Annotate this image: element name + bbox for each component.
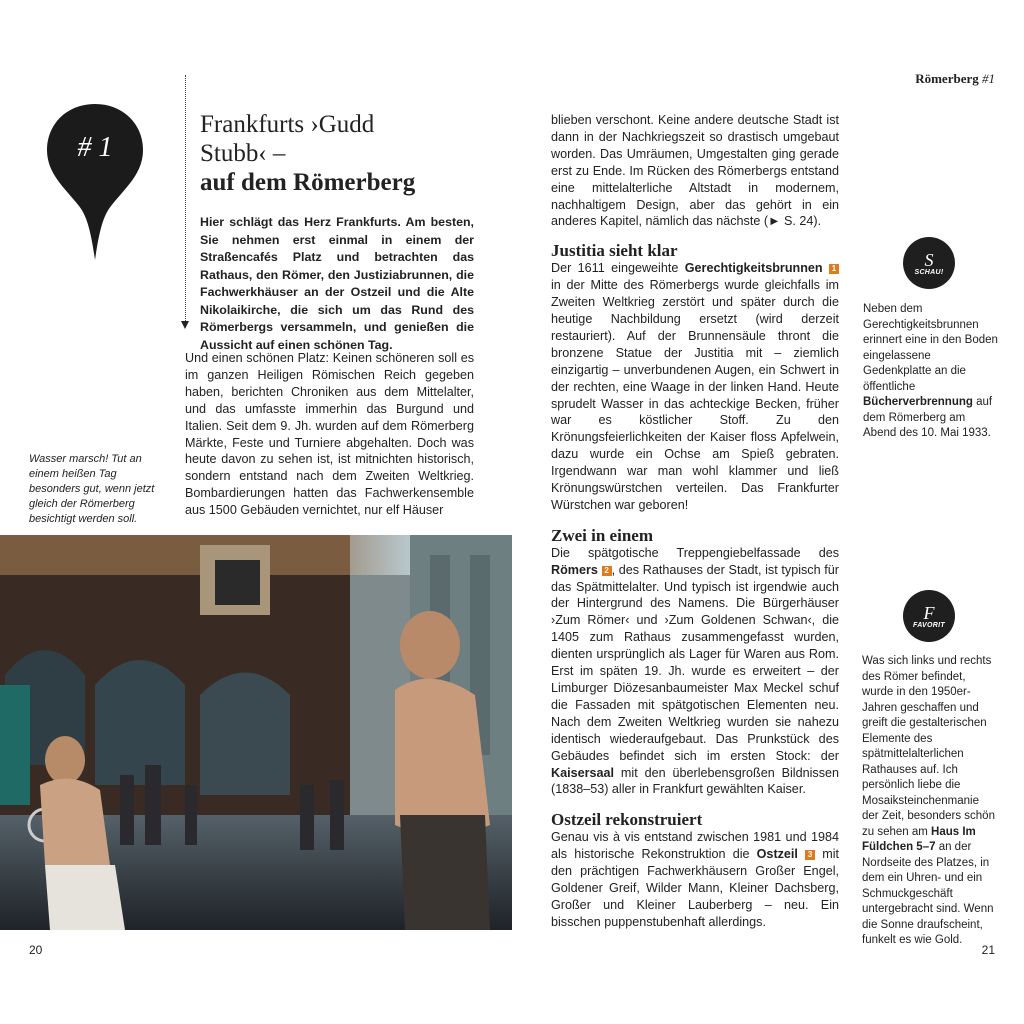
zwei-text-c: mit den überlebensgroßen Bildnissen (1838–53) aller in Frankfurt gewählten Kaiser. bbox=[551, 765, 839, 797]
right-column bbox=[551, 112, 839, 931]
left-page-number: 20 bbox=[29, 943, 43, 957]
section-justitia-text bbox=[551, 260, 839, 514]
schau-bold: Bücherverbrennung bbox=[863, 396, 973, 408]
photo-caption: Wasser marsch! Tut an einem heißen Tag besonders gut, wenn jetzt gleich der Römerberg besichtigt werden soll. bbox=[29, 453, 155, 525]
map-marker-2: 2 bbox=[602, 566, 612, 576]
favorit-text-b: an der Nordseite des Platzes, in dem ein Uhren- und ein Schmuckgeschäft untergebracht sind. Wenn die Sonne draufscheint, funkelt es wie Gold. bbox=[862, 841, 994, 946]
favorit-bold: Haus Im Füldchen 5–7 bbox=[862, 825, 976, 853]
justitia-text-a: Der 1611 eingeweihte bbox=[551, 261, 685, 276]
title-line-1: Frankfurts ›Gudd bbox=[200, 111, 375, 138]
pin-label: # 1 bbox=[77, 132, 113, 163]
zwei-text-b: , des Rathauses der Stadt, ist typisch für das Spätmittelalter. Und typisch ist irgendwie auch der Hintergrund des Namens. Die Bürgerhäuser ›Zum Römer‹ und ›Zum Goldenen Schwan‹, die 1405 zum Rathaus zusammengefasst wurden, dienten ursprünglich als Lager für Waren aus Rom. Erst im späten 19. Jh. wurde es erweitert – der Limburger Diözesanbaumeister Max Meckel schuf die Fassaden mit spätgotischen Elementen neu. Nach dem Zweiten Weltkrieg wurden sie nahezu identisch wiederaufgebaut. Das Prunkstück des Gebäudes befindet sich im ersten Stock: der bbox=[551, 562, 839, 763]
zwei-text-a: Die spätgotische Treppengiebelfassade des bbox=[551, 545, 839, 560]
title-line-3: auf dem Römerberg bbox=[200, 169, 416, 196]
favorit-icon bbox=[903, 590, 955, 642]
title-line-2: Stubb‹ – bbox=[200, 140, 286, 167]
justitia-text-b: in der Mitte des Römerbergs wurde gleichfalls im Zweiten Weltkrieg zerstört und später durch die heutige Nachbildung ersetzt (wird derzeit restauriert). Auf der Brunnensäule thront die bronzene Statue der Justitia mit – ziemlich einzigartig – unverbundenen Augen, ein Schwert in der rechten, eine Waage in der linken Hand. Heute sprudelt Wasser in das achteckige Becken, früher war es köstlicher Stoff. Zu den Krönungsfeierlichkeiten der Kaiser floss Apfelwein, dazu wurde ein Ochse am Spieß gebraten. Irgendwann war man wohl klammer und ließ Krönungswürstchen verteilen. Das Frankfurter Würstchen war geboren! bbox=[551, 278, 839, 512]
location-pin-icon bbox=[45, 102, 145, 262]
right-intro: blieben verschont. Keine andere deutsche Stadt ist dann in der Nachkriegszeit so drastisch umgebaut worden. Das Umräumen, Umgestalten ging gerade erst zu Ende. Im Rücken des Römerbergs entstand eine mittelalterliche Altstadt in modernem, nachhaltigem Design, aber das gehört in ein anderes Kapitel, nämlich das nächste (► S. 24). bbox=[551, 113, 839, 229]
schau-letter: S bbox=[924, 249, 934, 270]
lead-paragraph: Hier schlägt das Herz Frankfurts. Am besten, Sie nehmen erst einmal in einem der Straßencafés Platz und betrachten das Rathaus, den Römer, den Justiziabrunnen, die Fachwerkhäuser an der Ostzeil und die Alte Nikolaikirche, die sich um das Rund des Römerbergs versammeln, und genießen die Aussicht auf einen schönen Tag. bbox=[200, 215, 474, 352]
ostzeil-text-a: Genau vis à vis entstand zwischen 1981 und 1984 als historische Rekonstruktion die bbox=[551, 830, 839, 862]
schau-icon bbox=[903, 237, 955, 289]
left-body-text: Und einen schönen Platz: Keinen schöneren soll es im ganzen Heiligen Römischen Reich gegeben haben, berichten Chroniken aus dem Mittelalter, und das umfasste immerhin das Burgund und Italien. Seit dem 9. Jh. wurden auf dem Römerberg Märkte, Feste und Turniere abgehalten. Doch was heute davon zu sehen ist, ist mitnichten historisch, sondern entstand nach dem Zweiten Weltkrieg. Bombardierungen hatten das Fachwerkensemble aus 1500 Gebäuden vernichtet, nur elf Häuser bbox=[185, 351, 474, 518]
favorit-letter: F bbox=[923, 602, 935, 623]
favorit-label: FAVORIT bbox=[913, 621, 945, 629]
ostzeil-bold: Ostzeil bbox=[756, 847, 798, 862]
section-heading-zwei: Zwei in einem bbox=[551, 525, 653, 545]
map-marker-1: 1 bbox=[829, 264, 839, 274]
dotted-guide-line bbox=[185, 75, 186, 323]
favorit-tip bbox=[862, 654, 996, 949]
section-ostzeil-text bbox=[551, 829, 839, 930]
section-zwei-text bbox=[551, 545, 839, 799]
favorit-text-a: Was sich links und rechts des Römer befindet, wurde in den 1950er-Jahren geschaffen und greift die gestalterischen Elemente des spätmittelalterlichen Rathauses auf. Ich persönlich liebe die Mosaiksteinchenmanie der Zeit, besonders schön zu sehen am bbox=[862, 655, 995, 838]
section-heading-justitia: Justitia sieht klar bbox=[551, 241, 678, 261]
section-heading-ostzeil: Ostzeil rekonstruiert bbox=[551, 810, 703, 830]
schau-text-a: Neben dem Gerechtigkeitsbrunnen erinnert eine in den Boden eingelassene Gedenkplatte an die öffentliche bbox=[863, 303, 998, 393]
running-number: #1 bbox=[982, 71, 995, 86]
running-header bbox=[915, 71, 995, 87]
justitia-bold: Gerechtigkeitsbrunnen bbox=[684, 261, 823, 276]
schau-tip bbox=[863, 302, 998, 442]
ostzeil-text-b: mit den prächtigen Fachwerkhäusern Großer Engel, Goldener Greif, Wilder Mann, Kleiner Dachsberg, Großer und Kleiner Lauberberg – neu. Ein bisschen puppenstubenhaft allerdings. bbox=[551, 847, 839, 929]
zwei-bold: Römers bbox=[551, 562, 598, 577]
arrow-down-icon bbox=[181, 321, 189, 329]
street-photo bbox=[0, 535, 512, 930]
zwei-bold-2: Kaisersaal bbox=[551, 765, 615, 780]
chapter-title bbox=[200, 110, 500, 197]
schau-label: SCHAU! bbox=[914, 268, 944, 276]
running-title: Römerberg bbox=[915, 71, 979, 86]
right-page-number: 21 bbox=[981, 943, 995, 957]
map-marker-3: 3 bbox=[805, 850, 815, 860]
schau-text-b: auf dem Römerberg am Abend des 10. Mai 1933. bbox=[863, 396, 993, 439]
